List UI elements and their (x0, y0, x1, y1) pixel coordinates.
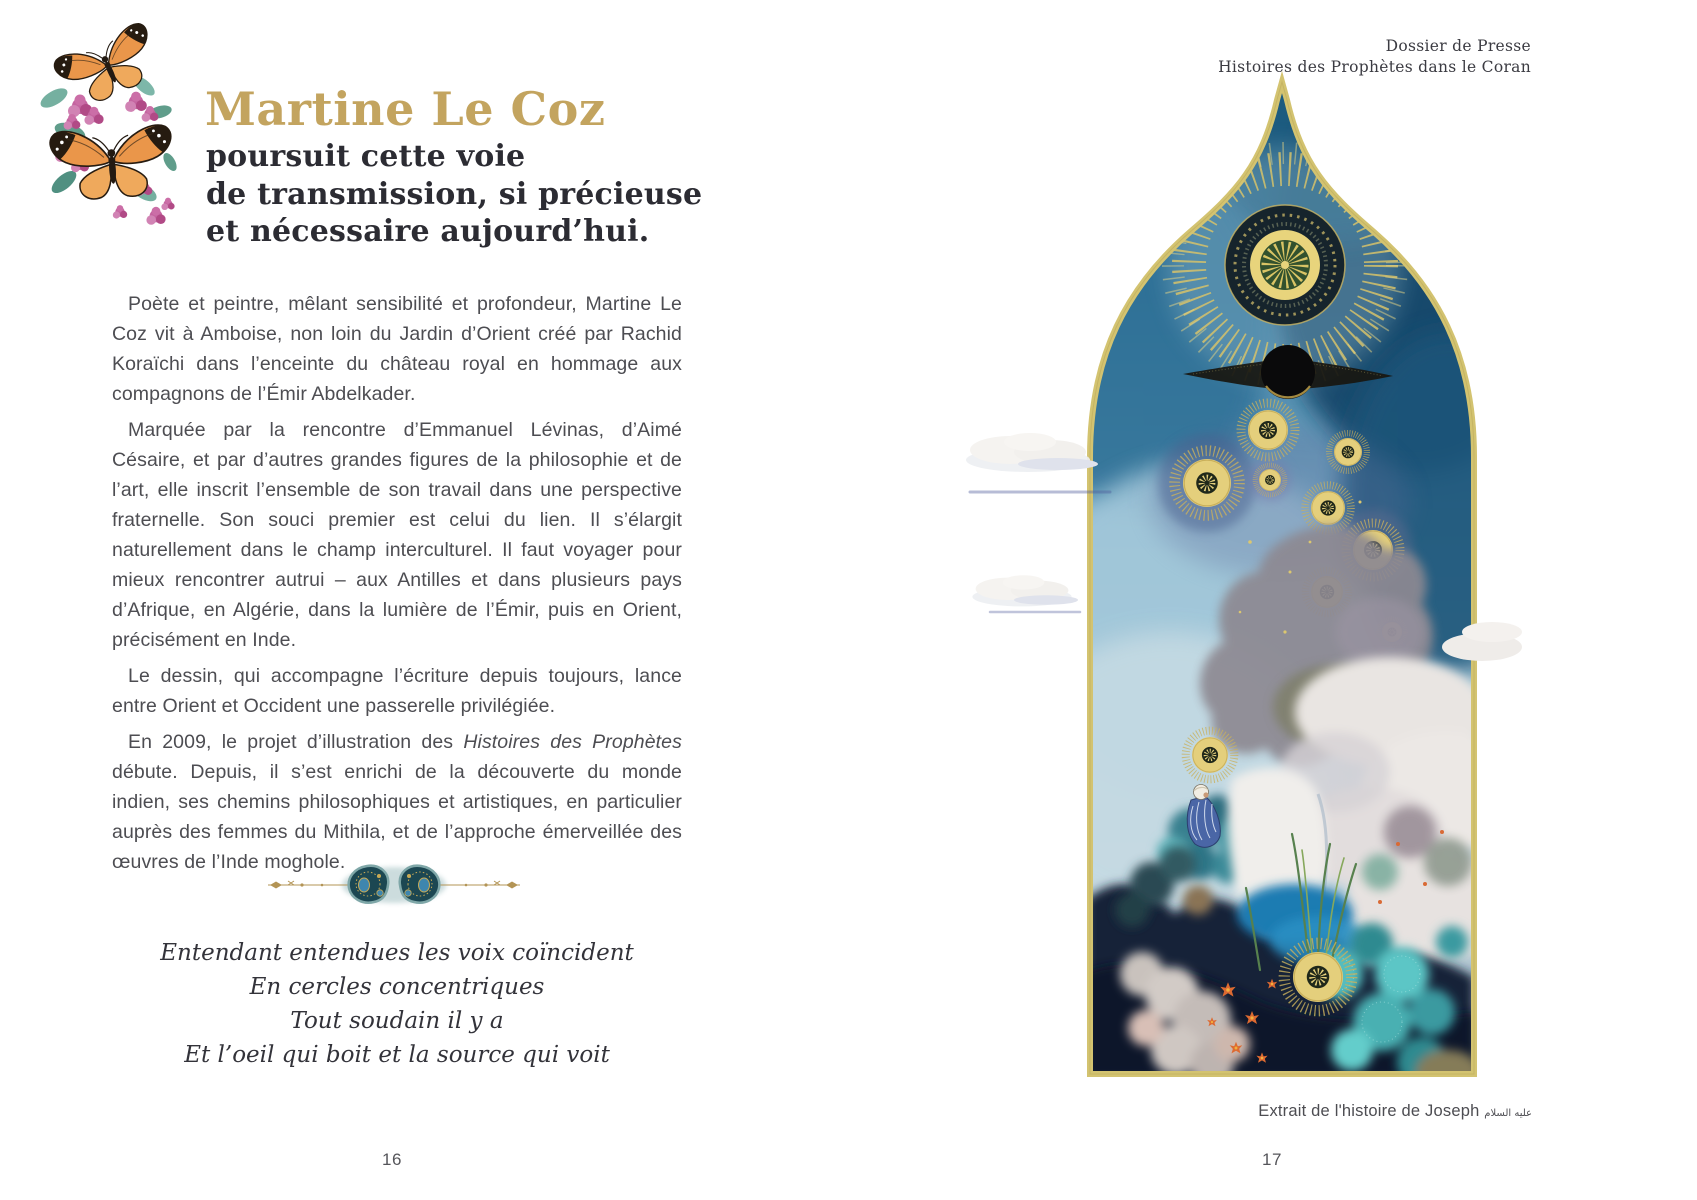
page-title: Martine Le Coz (205, 82, 606, 136)
subtitle-line: de transmission, si précieuse (206, 176, 703, 212)
subtitle-line: poursuit cette voie (206, 139, 526, 174)
alayhi-salam-honorific: عليه السلام (1484, 1108, 1532, 1119)
poem-line: En cercles concentriques (249, 974, 545, 1000)
paragraph-segment: débute. Depuis, il s’est enrichi de la découverte du monde indien, ses chemins philosophiques et artistiques, en particulier auprès des femmes du Mithila, et de l’approche émerveillée des œuvres de l’Inde moghole. (112, 761, 682, 873)
page-subtitle (206, 138, 702, 251)
poem-line: Entendant entendues les voix coïncident (160, 940, 634, 966)
caption-text: Extrait de l'histoire de Joseph (1258, 1102, 1480, 1120)
page-number-left: 16 (382, 1150, 402, 1169)
subtitle-line: et nécessaire aujourd’hui. (206, 214, 650, 249)
poem (112, 936, 682, 1072)
body-paragraph: Marquée par la rencontre d’Emmanuel Lévinas, d’Aimé Césaire, et par d’autres grandes figures de la philosophie et de l’art, elle inscrit l’ensemble de son travail dans une perspective fraternelle. Son souci premier est celui du lien. Il s’élargit naturellement dans le champ interculturel. Il faut voyager pour mieux rencontrer autrui – aux Antilles et dans plusieurs pays d’Afrique, en Algérie, dans la lumière de l’Émir, puis en Orient, précisément en Inde. (112, 419, 682, 651)
painting-caption (1258, 1102, 1532, 1121)
paragraph-segment: En 2009, le projet d’illustration des (128, 731, 464, 753)
header-line-1: Dossier de Presse (1385, 37, 1531, 55)
body-text (112, 289, 682, 883)
poem-line: Et l’oeil qui boit et la source qui voit (184, 1042, 610, 1068)
body-paragraph: Poète et peintre, mêlant sensibilité et profondeur, Martine Le Coz vit à Amboise, non loin du Jardin d’Orient créé par Rachid Koraïchi dans l’enceinte du château royal en hommage aux compagnons de l’Émir Abdelkader. (112, 293, 682, 405)
joseph-story-mihrab-painting (930, 64, 1490, 1088)
book-title-italic: Histoires des Prophètes (463, 731, 682, 753)
arabesque-divider-ornament (264, 860, 524, 910)
header-line-2: Histoires des Prophètes dans le Coran (1218, 58, 1531, 76)
poem-line: Tout soudain il y a (290, 1008, 504, 1034)
page-number-right: 17 (1262, 1150, 1282, 1169)
body-paragraph: Le dessin, qui accompagne l’écriture depuis toujours, lance entre Orient et Occident une passerelle privilégiée. (112, 665, 682, 717)
butterflies-flowers-illustration (24, 10, 194, 232)
body-paragraph (112, 727, 682, 877)
